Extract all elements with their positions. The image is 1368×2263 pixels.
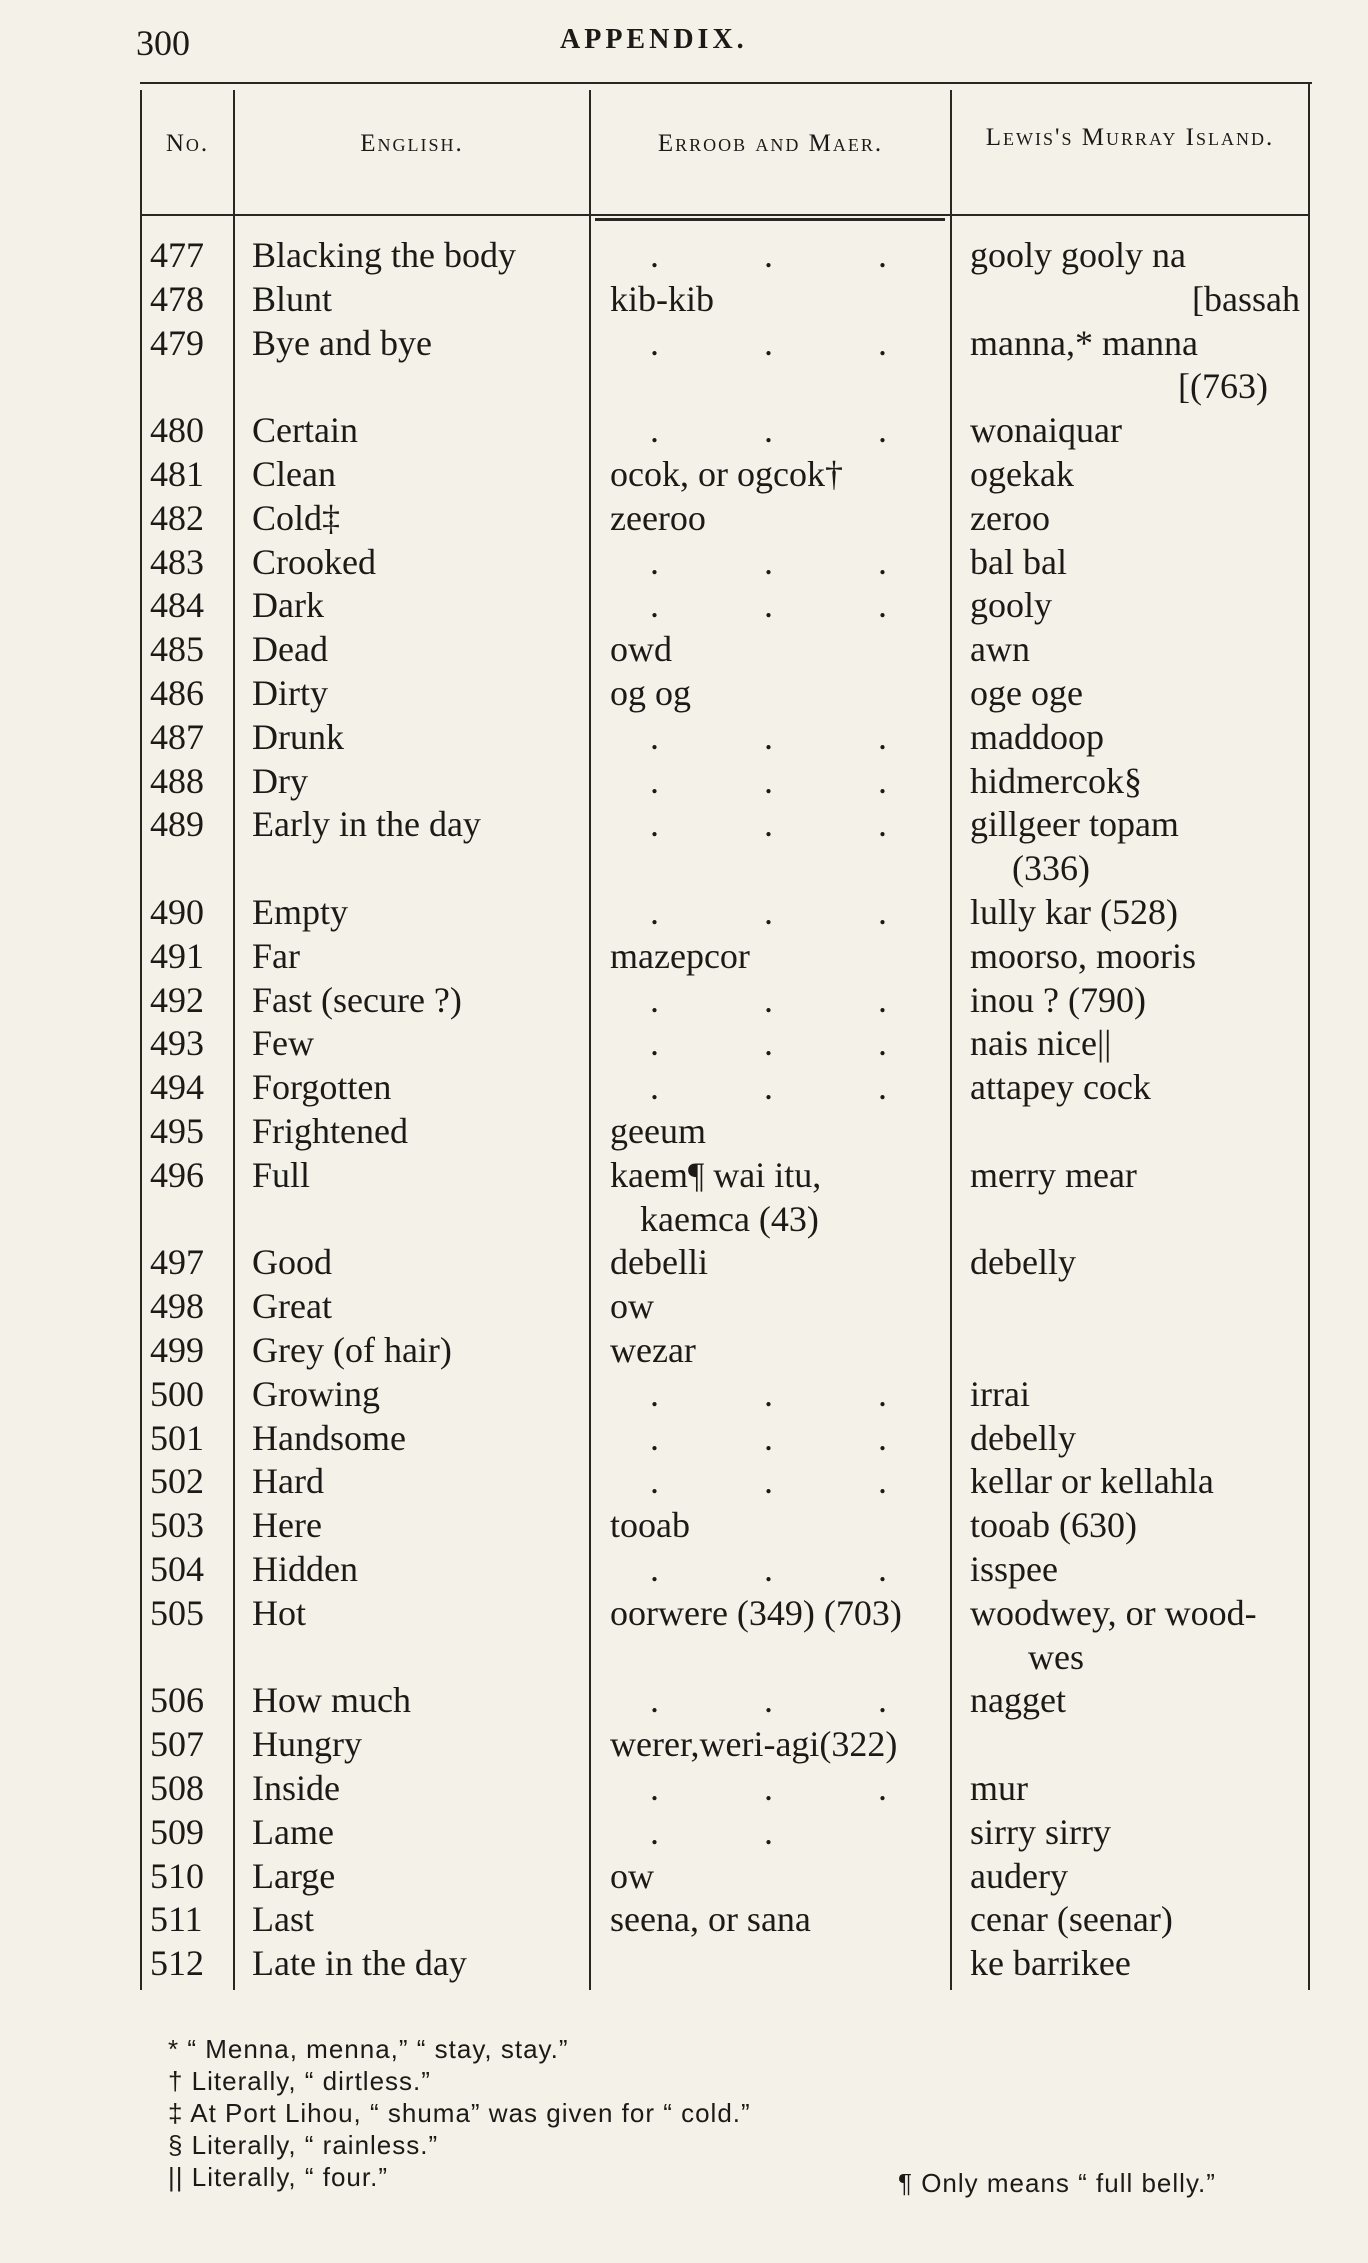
erroob-maer-term: seena, or sana xyxy=(610,1899,811,1940)
lewis-term: irrai xyxy=(970,1373,1030,1414)
entry-number: 507 xyxy=(150,1724,204,1765)
entry-number: 509 xyxy=(150,1811,204,1852)
entry-number: 497 xyxy=(150,1242,204,1283)
english-term: Here xyxy=(252,1505,322,1546)
erroob-maer-term: ocok, or ogcok† xyxy=(610,454,843,494)
lewis-term: awn xyxy=(970,629,1030,670)
lewis-term: tooab (630) xyxy=(970,1505,1137,1546)
lewis-term: oge oge xyxy=(970,673,1083,713)
footnote-double-dagger: ‡ At Port Lihou, “ shuma” was given for “ cold.” xyxy=(168,2098,751,2128)
english-term: Dead xyxy=(252,629,328,670)
lewis-term: isspee xyxy=(970,1549,1058,1589)
entry-number: 482 xyxy=(150,497,204,538)
english-term: Inside xyxy=(252,1768,340,1808)
lewis-term: moorso, mooris xyxy=(970,935,1197,976)
lewis-term: nagget xyxy=(970,1680,1066,1721)
lewis-term-cont: wes xyxy=(1028,1636,1084,1677)
lewis-term: ke barrikee xyxy=(970,1943,1131,1984)
erroob-maer-term: werer,weri-agi(322) xyxy=(610,1724,898,1765)
entry-number: 506 xyxy=(150,1680,204,1721)
english-term: Handsome xyxy=(252,1417,406,1458)
footnote-section: § Literally, “ rainless.” xyxy=(168,2130,439,2160)
erroob-maer-term: . . . xyxy=(650,322,935,363)
english-term: Late in the day xyxy=(252,1943,467,1984)
lewis-term: gooly gooly na xyxy=(970,235,1186,275)
erroob-maer-term: kaem¶ wai itu, xyxy=(610,1154,822,1195)
footnote-parallel: || Literally, “ four.” xyxy=(168,2162,388,2192)
english-term: How much xyxy=(252,1680,411,1721)
erroob-maer-term: owd xyxy=(610,629,672,670)
lewis-term: debelly xyxy=(970,1242,1076,1283)
english-term: Last xyxy=(252,1899,314,1940)
lewis-term: lully kar (528) xyxy=(970,892,1178,932)
entry-number: 488 xyxy=(150,760,204,801)
english-term: Grey (of hair) xyxy=(252,1330,452,1370)
lewis-term-cont: (336) xyxy=(1012,848,1090,889)
erroob-maer-term: . . xyxy=(650,1811,821,1852)
english-term: Bye and bye xyxy=(252,322,432,363)
col-rule-left xyxy=(140,90,142,1990)
erroob-maer-term: . . . xyxy=(650,1373,935,1414)
english-term: Lame xyxy=(252,1811,334,1852)
erroob-maer-term: ow xyxy=(610,1855,654,1896)
lewis-term: ogekak xyxy=(970,454,1074,494)
erroob-maer-term: . . . xyxy=(650,892,935,932)
lewis-term: hidmercok§ xyxy=(970,760,1142,801)
lewis-term: inou ? (790) xyxy=(970,979,1146,1020)
header-rule-accent xyxy=(595,218,945,221)
entry-number: 493 xyxy=(150,1023,204,1064)
entry-number: 487 xyxy=(150,716,204,757)
erroob-maer-term: ow xyxy=(610,1286,654,1327)
english-term: Cold‡ xyxy=(252,497,341,538)
erroob-maer-term: . . . xyxy=(650,716,935,757)
erroob-maer-term: . . . xyxy=(650,1067,935,1108)
erroob-maer-term: zeeroo xyxy=(610,497,706,538)
erroob-maer-term: debelli xyxy=(610,1242,708,1283)
english-term: Dirty xyxy=(252,673,328,713)
entry-number: 505 xyxy=(150,1592,204,1633)
lewis-term: mur xyxy=(970,1768,1028,1808)
lewis-term: kellar or kellahla xyxy=(970,1461,1214,1502)
english-term: Growing xyxy=(252,1373,380,1414)
lewis-term: nais nice|| xyxy=(970,1023,1112,1064)
entry-number: 512 xyxy=(150,1943,204,1984)
english-term: Far xyxy=(252,935,300,976)
lewis-term: woodwey, or wood- xyxy=(970,1592,1257,1633)
vocabulary-table xyxy=(140,82,1310,1994)
english-term: Empty xyxy=(252,892,348,932)
entry-number: 478 xyxy=(150,278,204,319)
entry-number: 489 xyxy=(150,804,204,845)
erroob-maer-term: . . . xyxy=(650,979,935,1020)
english-term: Crooked xyxy=(252,541,376,582)
erroob-maer-term: . . . xyxy=(650,541,935,582)
entry-number: 486 xyxy=(150,673,204,713)
col-rule-right xyxy=(1308,82,1310,1990)
english-term: Hot xyxy=(252,1592,306,1633)
english-term: Fast (secure ?) xyxy=(252,979,462,1020)
entry-number: 503 xyxy=(150,1505,204,1546)
erroob-maer-term: oorwere (349) (703) xyxy=(610,1592,902,1633)
english-term: Forgotten xyxy=(252,1067,392,1108)
erroob-maer-term: . . . xyxy=(650,585,935,626)
erroob-maer-term: geeum xyxy=(610,1111,706,1151)
erroob-maer-term: . . . xyxy=(650,1768,935,1808)
erroob-maer-term-cont: kaemca (43) xyxy=(640,1198,819,1239)
english-term: Early in the day xyxy=(252,804,481,845)
header-lewis-murray-island: Lewis's Murray Island. xyxy=(985,124,1275,151)
lewis-term: merry mear xyxy=(970,1154,1137,1195)
entry-number: 494 xyxy=(150,1067,204,1108)
lewis-term-cont: [(763) xyxy=(1178,366,1268,407)
erroob-maer-term: . . . xyxy=(650,1417,935,1458)
col-rule-no xyxy=(233,90,235,1990)
english-term: Blunt xyxy=(252,278,333,319)
header-rule xyxy=(140,214,1310,216)
english-term: Hidden xyxy=(252,1549,358,1589)
erroob-maer-term: . . . xyxy=(650,410,935,451)
english-term: Few xyxy=(252,1023,314,1064)
erroob-maer-term: . . . xyxy=(650,804,935,845)
entry-number: 498 xyxy=(150,1286,204,1327)
lewis-term: cenar (seenar) xyxy=(970,1899,1173,1940)
erroob-maer-term: mazepcor xyxy=(610,935,750,976)
entry-number: 477 xyxy=(150,235,204,275)
entry-number: 495 xyxy=(150,1111,204,1151)
entry-number: 501 xyxy=(150,1417,204,1458)
erroob-maer-term: . . . xyxy=(650,760,935,801)
english-term: Dry xyxy=(252,760,308,801)
erroob-maer-term: . . . xyxy=(650,1549,935,1589)
table-top-rule xyxy=(140,82,1312,84)
english-term: Full xyxy=(252,1154,311,1195)
lewis-term: gooly xyxy=(970,585,1053,626)
entry-number: 496 xyxy=(150,1154,204,1195)
erroob-maer-term: . . . xyxy=(650,1461,935,1502)
entry-number: 492 xyxy=(150,979,204,1020)
erroob-maer-term: tooab xyxy=(610,1505,690,1546)
page-number: 300 xyxy=(136,23,190,63)
english-term: Dark xyxy=(252,585,324,626)
entry-number: 504 xyxy=(150,1549,204,1589)
english-term: Hungry xyxy=(252,1724,362,1765)
entry-number: 484 xyxy=(150,585,204,626)
erroob-maer-term: og og xyxy=(610,673,691,713)
english-term: Hard xyxy=(252,1461,324,1502)
entry-number: 500 xyxy=(150,1373,204,1414)
english-term: Drunk xyxy=(252,716,344,757)
entry-number: 491 xyxy=(150,935,204,976)
entry-number: 483 xyxy=(150,541,204,582)
running-head: APPENDIX. xyxy=(560,24,748,55)
lewis-term: debelly xyxy=(970,1417,1076,1458)
erroob-maer-term: . . . xyxy=(650,235,935,275)
header-english: English. xyxy=(360,130,464,157)
lewis-term: sirry sirry xyxy=(970,1811,1111,1852)
entry-number: 481 xyxy=(150,454,204,494)
entry-number: 485 xyxy=(150,629,204,670)
lewis-term: bal bal xyxy=(970,541,1067,582)
english-term: Clean xyxy=(252,454,336,494)
english-term: Certain xyxy=(252,410,358,451)
entry-number: 502 xyxy=(150,1461,204,1502)
erroob-maer-term: . . . xyxy=(650,1680,935,1721)
entry-number: 479 xyxy=(150,322,204,363)
col-rule-english xyxy=(589,90,591,1990)
lewis-term: audery xyxy=(970,1855,1068,1896)
lewis-term: manna,* manna xyxy=(970,322,1198,363)
english-term: Large xyxy=(252,1855,336,1896)
lewis-term: zeroo xyxy=(970,497,1050,538)
erroob-maer-term: kib-kib xyxy=(610,278,714,319)
lewis-term: maddoop xyxy=(970,716,1104,757)
entry-number: 510 xyxy=(150,1855,204,1896)
entry-number: 511 xyxy=(150,1899,203,1940)
footnote-star: * “ Menna, menna,” “ stay, stay.” xyxy=(168,2034,569,2064)
english-term: Good xyxy=(252,1242,332,1283)
header-erroob-maer: Erroob and Maer. xyxy=(657,130,884,157)
erroob-maer-term: . . . xyxy=(650,1023,935,1064)
entry-number: 508 xyxy=(150,1768,204,1808)
header-no: No. xyxy=(165,130,210,157)
entry-number: 490 xyxy=(150,892,204,932)
erroob-maer-term: wezar xyxy=(610,1330,696,1370)
english-term: Frightened xyxy=(252,1111,408,1151)
english-term: Blacking the body xyxy=(252,235,516,275)
col-rule-erroob xyxy=(950,90,952,1990)
footnote-dagger: † Literally, “ dirtless.” xyxy=(168,2066,431,2096)
english-term: Great xyxy=(252,1286,332,1327)
entry-number: 499 xyxy=(150,1330,204,1370)
lewis-term: wonaiquar xyxy=(970,410,1122,451)
lewis-term: gillgeer topam xyxy=(970,804,1179,845)
entry-number: 480 xyxy=(150,410,204,451)
footnote-pilcrow: ¶ Only means “ full belly.” xyxy=(898,2168,1216,2198)
lewis-term: [bassah xyxy=(1192,278,1300,319)
lewis-term: attapey cock xyxy=(970,1067,1151,1108)
